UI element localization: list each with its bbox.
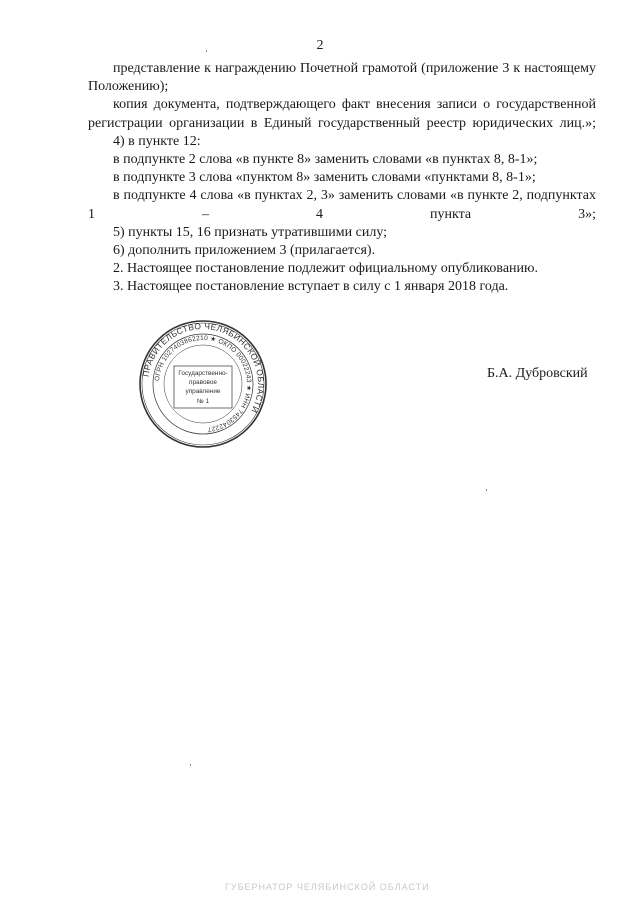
body-paragraph: 5) пункты 15, 16 признать утратившими силу; (113, 224, 388, 240)
page-number: 2 (316, 38, 324, 53)
body-paragraph: в подпункте 3 слова «пунктом 8» заменить словами «пунктами 8, 8-1»; (113, 170, 536, 186)
seal-center-line: правовое (189, 379, 217, 386)
body-paragraph: 4) в пункте 12: (113, 133, 201, 149)
scan-speck (206, 50, 207, 52)
seal-center-line: управление (185, 388, 221, 395)
seal-center-line: № 1 (196, 398, 210, 405)
body-paragraph: 2. Настоящее постановление подлежит официальному опубликованию. (113, 261, 538, 277)
signer-name: Б.А. Дубровский (487, 366, 588, 381)
official-seal-stamp (137, 318, 269, 450)
seal-outer-text: ПРАВИТЕЛЬСТВО ЧЕЛЯБИНСКОЙ ОБЛАСТИ (140, 320, 267, 415)
body-paragraph: копия документа, подтверждающего факт внесения записи о государственной регистрации организации в Единый государственный реестр юридических лиц.»; (88, 97, 596, 131)
scan-speck (190, 764, 191, 766)
footer-watermark: ГУБЕРНАТОР ЧЕЛЯБИНСКОЙ ОБЛАСТИ (225, 882, 430, 892)
body-paragraph: в подпункте 2 слова «в пункте 8» заменить словами «в пунктах 8, 8-1»; (113, 152, 538, 168)
scan-speck (486, 489, 487, 491)
body-paragraph: в подпункте 4 слова «в пунктах 2, 3» заменить словами «в пункте 2, подпунктах 1 – 4 пункта 3»; (88, 188, 596, 222)
seal-inner-text: ОГРН 1027403862210 ★ ОКПО 00022243 ★ ИНН 7453042227 (154, 334, 253, 433)
body-paragraph: 3. Настоящее постановление вступает в силу с 1 января 2018 года. (113, 279, 509, 295)
body-paragraph: 6) дополнить приложением 3 (прилагается). (113, 243, 376, 259)
document-body (88, 60, 596, 297)
seal-center-line: Государственно- (178, 370, 228, 377)
body-paragraph: представление к награждению Почетной грамотой (приложение 3 к настоящему Положению); (88, 61, 596, 95)
